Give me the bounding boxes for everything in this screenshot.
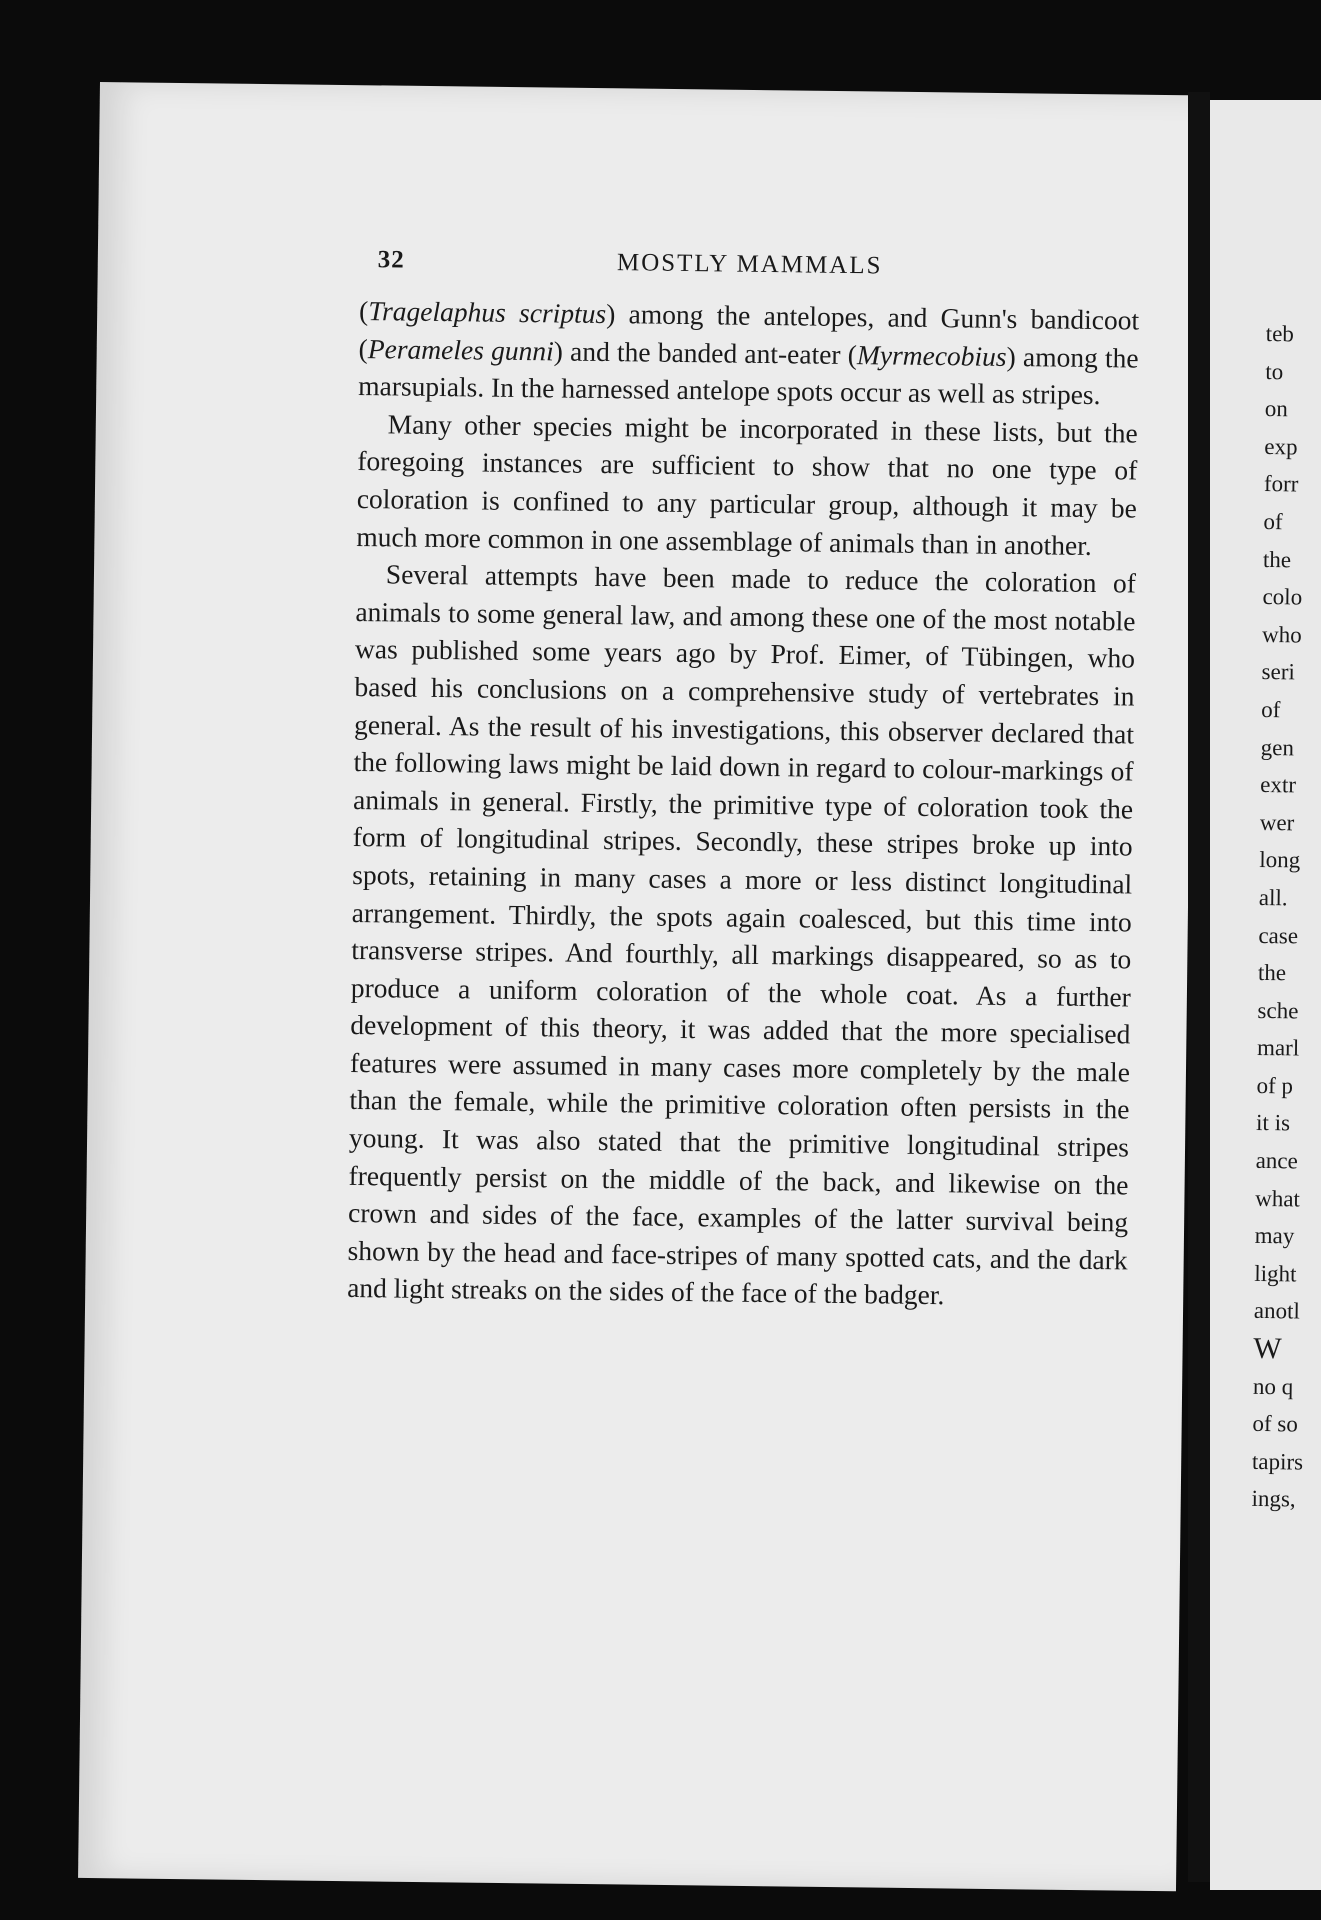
facing-line-fragment: of (1263, 508, 1283, 535)
facing-line-fragment: it is (1255, 1110, 1291, 1136)
text-run: ) among the antelopes, and Gunn's bandicoot ( (358, 298, 1140, 364)
facing-line-fragment: case (1258, 922, 1299, 948)
facing-line-fragment: to (1265, 358, 1284, 384)
facing-line-fragment: of (1261, 696, 1281, 723)
text-run: ) and the banded ant-eater ( (553, 334, 858, 370)
facing-line-fragment: exp (1264, 433, 1298, 460)
facing-line-fragment: teb (1265, 320, 1295, 347)
text-run: ( (358, 294, 369, 327)
facing-line-fragment: marl (1256, 1035, 1300, 1061)
facing-line-fragment: colo (1262, 584, 1303, 610)
paragraph-1 (358, 292, 1139, 414)
facing-line-fragment: the (1257, 960, 1287, 986)
book-gutter (1188, 92, 1210, 1882)
facing-line-fragment: seri (1261, 659, 1296, 685)
body-text (347, 292, 1139, 1316)
facing-line-fragment: may (1254, 1223, 1295, 1249)
species-name: Perameles gunni (367, 332, 554, 366)
running-head: MOSTLY MAMMALS (616, 249, 883, 280)
species-name: Tragelaphus scriptus (368, 295, 607, 330)
facing-line-fragment: forr (1263, 471, 1299, 497)
facing-line-fragment: on (1264, 396, 1289, 422)
facing-line-fragment: all. (1258, 884, 1288, 911)
facing-line-fragment: ings, (1251, 1486, 1296, 1512)
facing-line-fragment: long (1259, 847, 1301, 873)
facing-line-fragment: of so (1252, 1411, 1298, 1437)
facing-line-fragment: light (1254, 1260, 1297, 1287)
facing-line-fragment: who (1261, 621, 1302, 648)
facing-line-fragment: the (1262, 546, 1292, 572)
paragraph-2: Many other species might be incorporated in these lists, but the foregoing instances are sufficient to show that no one type of coloration is confined to any particular group, although it may be much more common in one assemblage of animals than in another. (356, 408, 1138, 561)
facing-line-fragment: tapirs (1251, 1448, 1304, 1475)
page-header (359, 240, 1140, 302)
page-number: 32 (377, 246, 405, 274)
facing-line-fragment: anotl (1253, 1298, 1300, 1324)
paragraph-3: Several attempts have been made to reduce the coloration of animals to some general law, and among these one of the most notable was published some years ago by Prof. Eimer, of Tübingen, who based his conclusions on a comprehensive study of vertebrates in general. As the result of his investigations, this observer declared that the following laws might be laid down in regard to colour-markings of animals in general. Firstly, the primitive type of coloration took the form of longitudinal stripes. Secondly, these stripes broke up into spots, retaining in many cases a more or less distinct longitudinal arrangement. Thirdly, the spots again coalesced, but this time into transverse stripes. And fourthly, all markings disappeared, so as to produce a uniform coloration of the whole coat. As a further development of this theory, it was added that the more specialised features were assumed in many cases more completely by the male than the female, while the primitive coloration often persists in the young. It was also stated that the primitive longitudinal stripes frequently persist on the middle of the back, and likewise on the crown and sides of the face, examples of the latter survival being shown by the head and face-stripes of many spotted cats, and the dark and light streaks on the sides of the face of the badger. (347, 558, 1137, 1311)
facing-line-fragment: sche (1257, 997, 1299, 1024)
facing-line-fragment: wer (1259, 809, 1295, 836)
facing-line-fragment: ance (1255, 1148, 1298, 1174)
facing-line-fragment: of p (1256, 1072, 1294, 1099)
facing-line-fragment: extr (1260, 772, 1297, 798)
facing-line-fragment: no q (1252, 1373, 1294, 1400)
facing-line-fragment: W (1253, 1331, 1282, 1366)
facing-line-fragment: gen (1260, 734, 1295, 760)
page-content (347, 240, 1140, 1316)
text-run: ) among the marsupials. In the harnessed antelope spots occur as well as stripes. (358, 340, 1139, 411)
facing-line-fragment: what (1255, 1185, 1301, 1212)
genus-name: Myrmecobius (856, 338, 1007, 372)
